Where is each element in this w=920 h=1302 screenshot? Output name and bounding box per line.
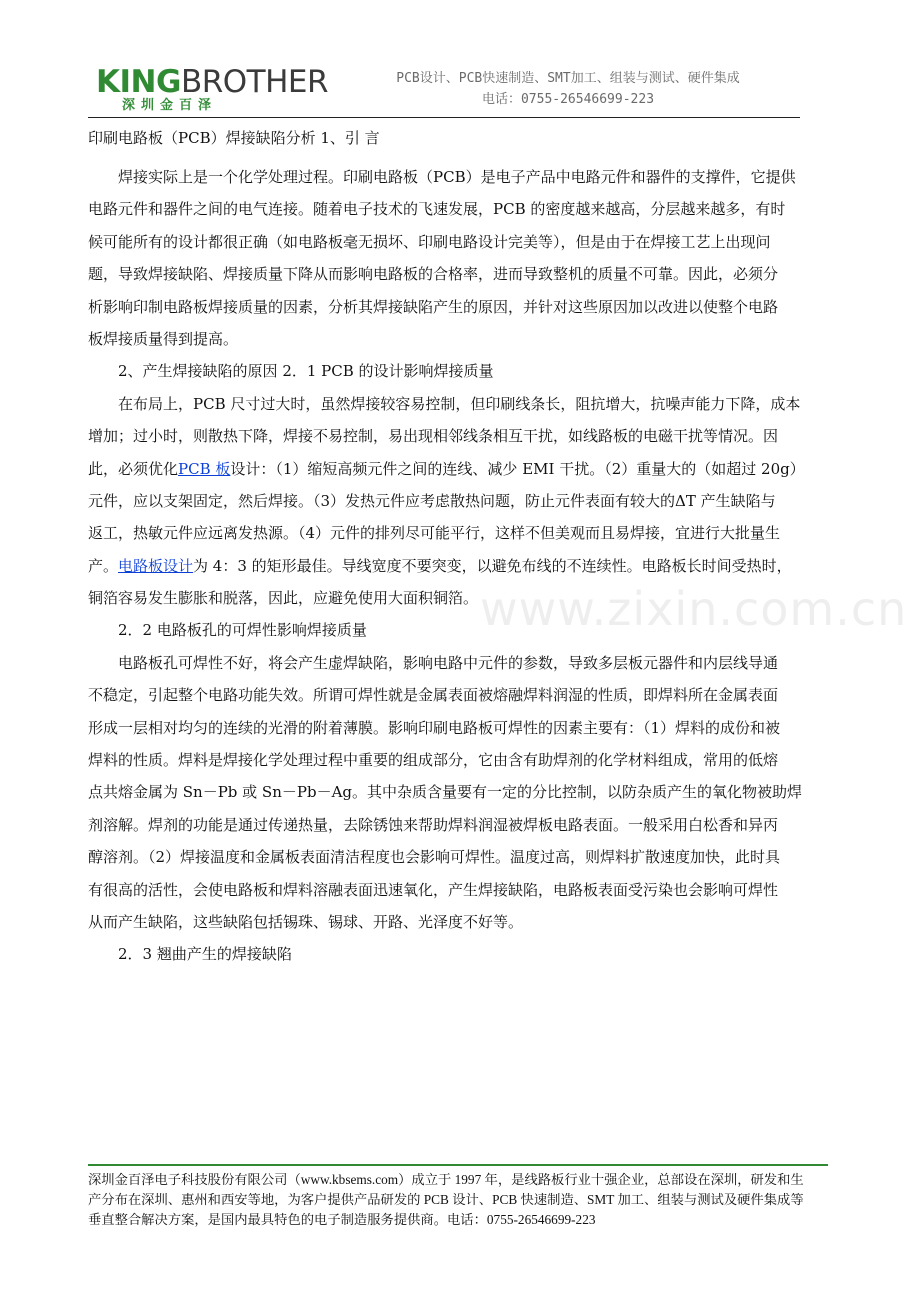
- pcb-board-link[interactable]: PCB 板: [178, 459, 231, 478]
- paragraph-line: 元件，应以支架固定，然后焊接。（3）发热元件应考虑散热问题，防止元件表面有较大的ΔT 产生缺陷与: [88, 491, 776, 510]
- footer-line: 垂直整合解决方案，是国内最具特色的电子制造服务提供商。电话：0755-26546699-223: [88, 1212, 596, 1227]
- paragraph-line: 焊接实际上是一个化学处理过程。印刷电路板（PCB）是电子产品中电路元件和器件的支撑件，它提供: [118, 168, 796, 186]
- paragraph-line: 不稳定，引起整个电路功能失效。所谓可焊性就是金属表面被熔融焊料润湿的性质，即焊料所在金属表面: [88, 686, 779, 705]
- paragraph-line: 醇溶剂。（2）焊接温度和金属板表面清洁程度也会影响可焊性。温度过高，则焊料扩散速度加快，此时具: [88, 848, 781, 867]
- paragraph-line: 从而产生缺陷，这些缺陷包括锡珠、锡球、开路、光泽度不好等。: [88, 912, 524, 931]
- text-span: 设计：（1）缩短高频元件之间的连线、减少 EMI 干扰。（2）重量大的（如超过 20g）: [230, 459, 805, 478]
- section-heading: 2、产生焊接缺陷的原因 2．1 PCB 的设计影响焊接质量: [118, 362, 494, 381]
- paragraph-line: 电路元件和器件之间的电气连接。随着电子技术的飞速发展，PCB 的密度越来越高，分层越来越多，有时: [88, 200, 786, 219]
- footer-line: 产分布在深圳、惠州和西安等地，为客户提供产品研发的 PCB 设计、PCB 快速制造、SMT 加工、组装与测试及硬件集成等: [88, 1192, 804, 1207]
- logo-subtitle: 深圳金百泽: [122, 98, 218, 113]
- text-span: 产。: [88, 556, 119, 575]
- paragraph-line: 增加；过小时，则散热下降，焊接不易控制，易出现相邻线条相互干扰，如线路板的电磁干扰等情况。因: [88, 427, 779, 446]
- paragraph-line: 电路板孔可焊性不好，将会产生虚焊缺陷，影响电路中元件的参数，导致多层板元器件和内层线导通: [118, 653, 779, 672]
- text-span: 此，必须优化: [88, 459, 179, 478]
- paragraph-line: 板焊接质量得到提高。: [88, 329, 239, 348]
- header-phone: 电话：0755-26546699-223: [481, 92, 655, 107]
- paragraph-line: 焊料的性质。焊料是焊接化学处理过程中重要的组成部分，它由含有助焊剂的化学材料组成，常用的低熔: [88, 751, 779, 770]
- paragraph-line: 析影响印制电路板焊接质量的因素，分析其焊接缺陷产生的原因，并针对这些原因加以改进以使整个电路: [88, 297, 779, 316]
- header-services: PCB设计、PCB快速制造、SMT加工、组装与测试、硬件集成: [396, 71, 740, 86]
- footer-divider: [88, 1164, 828, 1166]
- kingbrother-logo: [96, 66, 328, 114]
- section-heading: 2．3 翘曲产生的焊接缺陷: [118, 945, 292, 964]
- watermark: www.zixin.com.cn: [480, 582, 908, 636]
- logo-wordmark: [96, 66, 328, 98]
- document-title: 印刷电路板（PCB）焊接缺陷分析 1、引 言: [88, 129, 380, 147]
- paragraph-line: 有很高的活性，会使电路板和焊料溶融表面迅速氧化，产生焊接缺陷，电路板表面受污染也会影响可焊性: [88, 880, 779, 899]
- header-divider: [88, 117, 800, 118]
- circuit-board-design-link[interactable]: 电路板设计: [118, 556, 194, 575]
- paragraph-line: 点共熔金属为 Sn－Pb 或 Sn－Pb－Ag。其中杂质含量要有一定的分比控制，以防杂质产生的氧化物被助焊: [88, 783, 803, 802]
- document-body: [88, 125, 840, 971]
- paragraph-line: 候可能所有的设计都很正确（如电路板毫无损坏、印刷电路设计完美等），但是由于在焊接工艺上出现问: [88, 232, 771, 251]
- logo-king-text: KING: [96, 64, 181, 100]
- paragraph-line: [88, 453, 840, 485]
- text-span: 为 4：3 的矩形最佳。导线宽度不要突变，以避免布线的不连续性。电路板长时间受热时，: [193, 556, 792, 575]
- paragraph-line: 返工，热敏元件应远离发热源。（4）元件的排列尽可能平行，这样不但美观而且易焊接，宜进行大批量生: [88, 524, 781, 543]
- footer-line: 深圳金百泽电子科技股份有限公司（www.kbsems.com）成立于 1997 年，是线路板行业十强企业，总部设在深圳，研发和生: [88, 1172, 804, 1187]
- section-heading: 2．2 电路板孔的可焊性影响焊接质量: [118, 621, 367, 640]
- logo-brother-text: BROTHER: [180, 64, 329, 100]
- header-contact: [338, 68, 798, 110]
- paragraph-line: 形成一层相对均匀的连续的光滑的附着薄膜。影响印刷电路板可焊性的因素主要有：（1）焊料的成份和被: [88, 718, 781, 737]
- page-header: [88, 60, 800, 118]
- paragraph-line: 在布局上，PCB 尺寸过大时，虽然焊接较容易控制，但印刷线条长，阻抗增大，抗噪声能力下降，成本: [118, 394, 801, 413]
- paragraph-line: [88, 550, 840, 582]
- page-footer: [88, 1170, 838, 1230]
- paragraph-line: 剂溶解。焊剂的功能是通过传递热量，去除锈蚀来帮助焊料润湿被焊板电路表面。一般采用白松香和异丙: [88, 815, 779, 834]
- paragraph-line: 铜箔容易发生膨胀和脱落，因此，应避免使用大面积铜箔。: [88, 589, 479, 608]
- paragraph-line: 题，导致焊接缺陷、焊接质量下降从而影响电路板的合格率，进而导致整机的质量不可靠。因此，必须分: [88, 265, 779, 284]
